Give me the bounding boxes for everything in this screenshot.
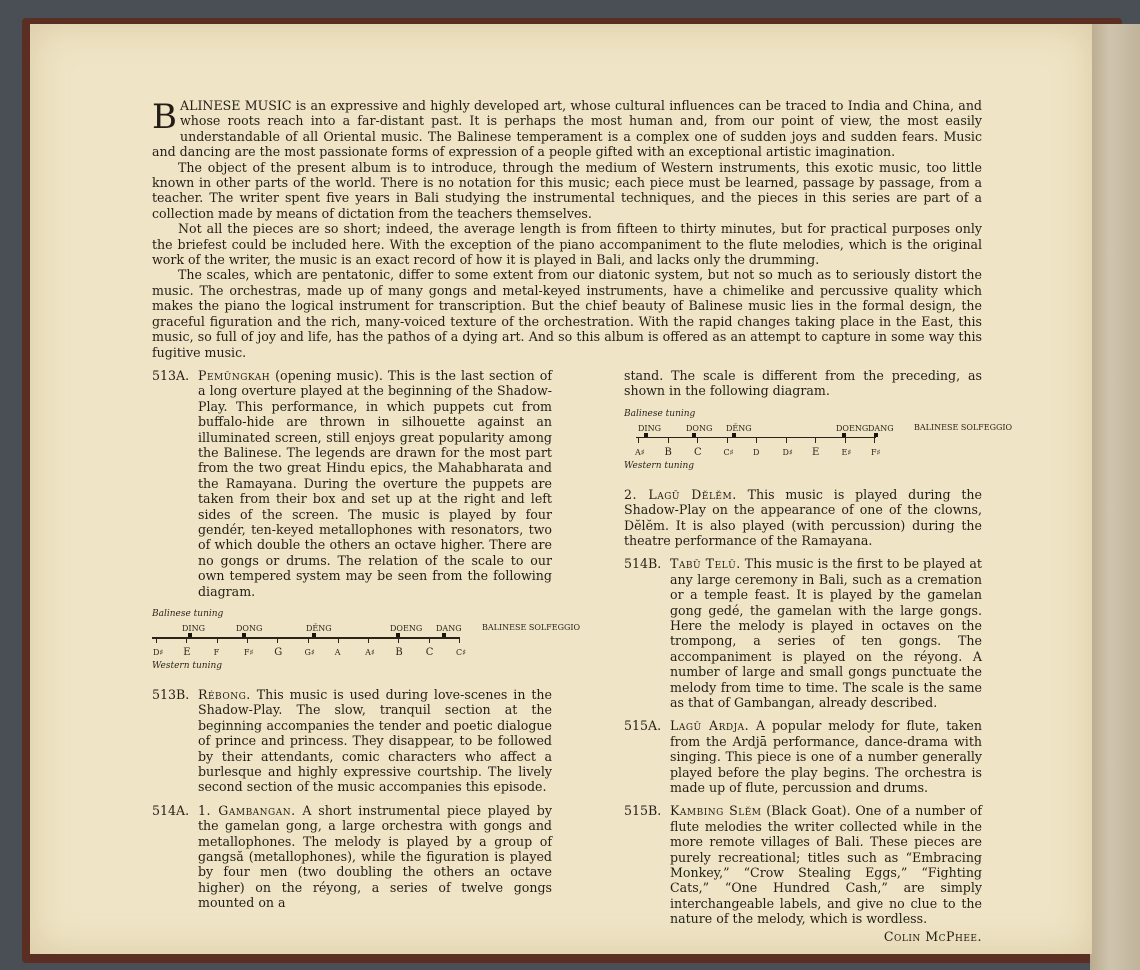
introduction [152,98,982,360]
drop-cap: B [152,97,177,137]
western-note-10: C♯ [456,648,466,657]
balinese-note-marker [442,633,446,637]
western-note-4: G [274,647,283,658]
signature: Colin McPhee. [883,928,982,944]
entry-515a: 515A. Lagū Ardja. A popular melody for flute, taken from the Ardjā performance, dance-drama with singing. This piece is one of a number generally played before the play begins. The orchestra is made up of flute, percussion and drums. [624,718,982,796]
western-note-4: D [753,447,760,457]
right-column [624,367,1013,952]
liner-notes-text [152,97,1013,944]
western-note-tick [156,637,157,643]
balinese-note-marker [644,433,648,437]
balinese-note-3: DOENG [390,624,423,633]
western-note-0: D♯ [153,648,164,657]
western-note-5: D♯ [782,447,793,457]
western-note-9: C [425,647,434,658]
western-note-6: E [812,446,820,458]
balinese-note-marker [732,433,736,437]
western-note-tick [308,637,309,643]
western-note-tick [338,637,339,643]
western-note-8: F♯ [871,447,881,457]
entry-513a: 513A. Pemūngkah (opening music). This is the last section of a long overture played at the beginning of the Shadow-Play. This performance, in which puppets cut from buffalo-hide are thrown in silhouette against an illuminated screen, still enjoys great popularity among the Balinese. The legends are drawn for the most part from the two great Hindu epics, the Mahabharata and the Ramayana. During the overture the puppets are taken from their box and set up at the right and left sides of the screen. The music is played by four gendér, ten-keyed metallophones with resonators, two of which double the others an octave higher. There are no gongs or drums. The relation of the scale to our own tempered system may be seen from the following diagram. [152,367,552,599]
balinese-note-4: DANG [868,423,894,433]
balinese-note-0: DING [638,423,661,433]
western-note-7: A♯ [365,648,375,657]
balinese-tuning-diagram-1: Balinese tuning BALINESE SOLFEGGIO Western tuning DING DONG DĚNG DOENG DANG D♯ E F F♯ G G♯ A A♯ B C C♯ [152,609,581,671]
entry-513b: 513B. Rébong. This music is used during love-scenes in the Shadow-Play. The slow, tranquil section at the beginning accompanies the tender and poetic dialogue of prince and princess. They disappear, to be followed by their attendants, comic characters who affect a burlesque and highly expressive courtship. The lively second section of the music accompanies this episode. [152,687,552,795]
western-note-tick [756,437,757,443]
western-note-tick [217,637,218,643]
intro-paragraph-2: The object of the present album is to introduce, through the medium of Western instruments, this exotic music, too little known in other parts of the world. There is no notation for this music; each piece must be learned, passage by passage, from a teacher. The writer spent five years in Bali studying the instrumental techniques, and the pieces in this series are part of a collection made by means of dictation from the teachers themselves. [152,159,982,221]
entry-514a-continued: stand. The scale is different from the preceding, as shown in the following diagram. [624,367,982,399]
balinese-note-marker [188,633,192,637]
balinese-note-1: DONG [236,624,263,633]
western-note-tick [459,637,460,643]
balinese-note-marker [312,633,316,637]
intro-paragraph-3: Not all the pieces are so short; indeed, the average length is from fifteen to thirty minutes, but for practical purposes only the briefest could be included here. With the exception of the piano accompaniment to the flute melodies, which is the original work of the writer, the music is an exact record of how it is played in Bali, and lacks only the drumming. [152,221,982,268]
western-note-tick [186,637,187,643]
western-note-1: E [183,647,191,658]
western-note-tick [697,437,698,443]
balinese-note-4: DANG [436,624,462,633]
entry-514a: 514A. 1. Gambangan. A short instrumental piece played by the gamelan gong, a large orchestra with gongs and metallophones. The melody is played by a group of gangsă (metallophones), while the figuration is played by four men (two doubling the others an octave higher) on the réyong, a series of twelve gongs mounted on a [152,802,552,911]
western-note-tick [727,437,728,443]
entry-515b: 515B. Kambing Slĕm (Black Goat). One of a number of flute melodies the writer collected while in the more remote villages of Bali. These pieces are purely recreational; titles such as “Embracing Monkey,” “Crow Stealing Eggs,” “Fighting Cats,” “One Hundred Cash,” are simply interchangeable labels, and give no clue to the nature of the melody, which is wordless. Colin McPhee. [624,803,982,944]
western-note-tick [429,637,430,643]
balinese-note-marker [692,433,696,437]
western-note-2: C [694,446,702,458]
western-note-6: A [334,648,341,657]
balinese-tuning-diagram-2: Balinese tuning BALINESE SOLFEGGIO Western tuning DING DONG DĚNG DOENG DANG A♯ B C C♯ D D♯ E E♯ F♯ [624,408,1013,471]
balinese-note-2: DĚNG [306,624,332,633]
western-note-5: G♯ [304,648,315,657]
western-note-tick [874,437,875,443]
western-note-tick [247,637,248,643]
left-column [152,367,581,919]
album-spine [1090,24,1140,970]
balinese-note-marker [242,633,246,637]
balinese-note-3: DOENG [836,423,869,433]
western-note-3: C♯ [723,447,734,457]
entry-514a-2: 2. Lagū Dĕlĕm. This music is played during the Shadow-Play on the appearance of one of the clowns, Dĕlĕm. It is also played (with percussion) during the theatre performance of the Ramayana. [624,486,982,548]
western-note-1: B [664,446,672,458]
track-notes [152,367,1013,944]
western-note-tick [638,437,639,443]
western-note-2: F [213,648,220,657]
balinese-note-2: DĚNG [726,423,752,433]
western-note-tick [786,437,787,443]
western-note-tick [815,437,816,443]
western-note-tick [398,637,399,643]
intro-paragraph-4: The scales, which are pentatonic, differ to some extent from our diatonic system, but not so much as to seriously distort the music. The orchestras, made up of many gongs and metal-keyed instruments, have a chimelike and percussive quality which makes the piano the logical instrument for transcription. But the chief beauty of Balinese music lies in the formal design, the graceful figuration and the rich, many-voiced texture of the orchestration. With the rapid changes taking place in the East, this music, so full of joy and life, has the pathos of a dying art. And so this album is offered as an attempt to capture in some way this fugitive music. [152,267,982,360]
western-note-3: F♯ [243,648,254,657]
western-note-7: E♯ [841,447,852,457]
western-note-0: A♯ [635,447,645,457]
entry-514b: 514B. Tabū Telū. This music is the first to be played at any large ceremony in Bali, such as a cremation or a temple feast. It is played by the gamelan gong gedé, the gamelan with the large gongs. Here the melody is played in octaves on the trompong, a series of ten gongs. The accompaniment is played on the réyong. A number of large and small gongs punctuate the melody from time to time. The scale is the same as that of Gambangan, already described. [624,556,982,710]
western-note-tick [845,437,846,443]
balinese-note-1: DONG [686,423,713,433]
western-note-tick [668,437,669,443]
western-note-tick [277,637,278,643]
western-note-8: B [395,647,403,658]
balinese-note-0: DING [182,624,205,633]
intro-paragraph-1: BALINESE MUSIC is an expressive and highly developed art, whose cultural influences can be traced to India and China, and whose roots reach into a far-distant past. It is perhaps the most human and, from our point of view, the most easily understandable of all Oriental music. The Balinese temperament is a complex one of sudden joys and sudden fears. Music and dancing are the most passionate forms of expression of a people gifted with an exceptional artistic imagination. [152,97,982,160]
western-note-tick [368,637,369,643]
